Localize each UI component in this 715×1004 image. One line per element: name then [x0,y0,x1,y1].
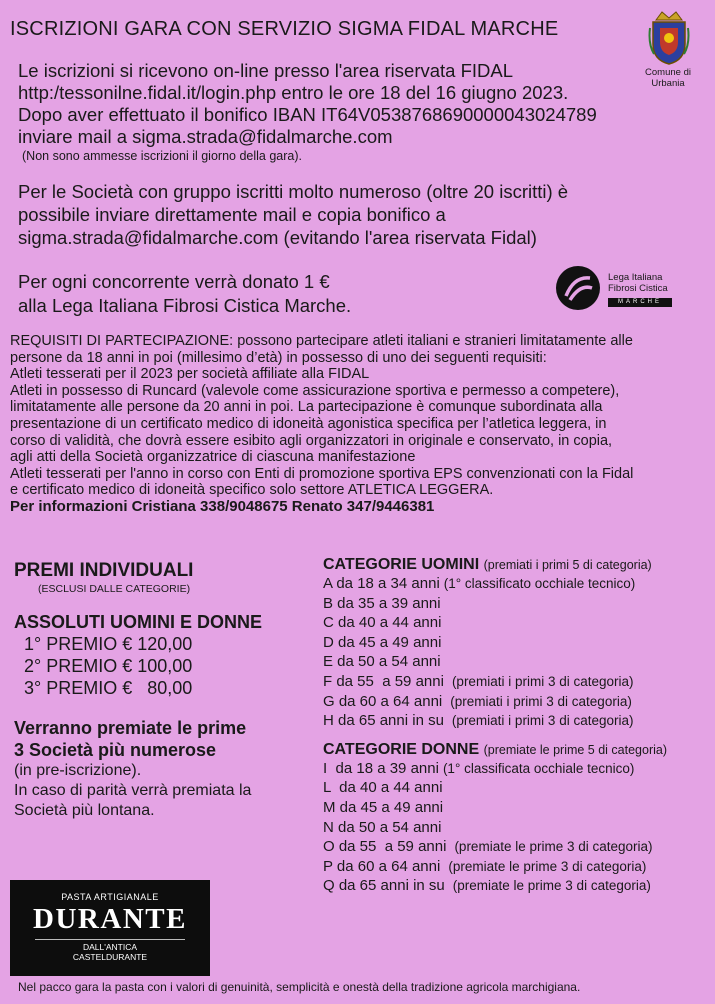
registration-info [18,60,597,164]
lega-region-bar: MARCHE [608,298,672,307]
category-row [323,633,715,653]
text-line: Per le Società con gruppo iscritti molto numeroso (oltre 20 iscritti) è [18,181,569,202]
lega-line: Fibrosi Cistica [608,283,668,294]
category-row [323,574,715,594]
category-note: (premiati i primi 3 di categoria) [450,693,632,709]
prizes-section [14,560,314,821]
category-label: I da 18 a 39 anni [323,759,439,777]
durante-logo [10,880,210,976]
req-line: presentazione di un certificato medico di idoneità agonistica specifica per l’atletica leggera, in [10,415,607,432]
category-row [323,672,715,692]
category-row [323,837,715,857]
men-categories-list [323,574,715,731]
coat-of-arms-icon [648,8,690,66]
category-label: D da 45 a 49 anni [323,633,442,651]
category-label: G da 60 a 64 anni [323,692,443,710]
req-line: e certificato medico di idoneità specifico solo settore ATLETICA LEGGERA. [10,482,494,499]
team-prize-title [14,717,314,761]
registration-note: (Non sono ammesse iscrizioni il giorno della gara). [22,149,302,163]
lega-fibrosi-logo [556,266,676,314]
text-line: Per ogni concorrente verrà donato 1 € [18,271,330,292]
text-line: In caso di parità verrà premiata la [14,782,252,799]
requirements-section [10,333,710,516]
text-line: possibile inviare direttamente mail e copia bonifico a [18,204,446,225]
req-line: persone da 18 anni in poi (millesimo d’età) in possesso di uno dei seguenti requisiti: [10,349,547,366]
women-categories-title [323,741,715,759]
text-line: sigma.strada@fidalmarche.com (evitando l'area riservata Fidal) [18,227,537,248]
crest-label: Comune di Urbania [645,67,691,89]
comune-crest [640,8,698,89]
women-categories-list [323,759,715,896]
text-line: Dopo aver effettuato il bonifico IBAN IT64V0538768690000043024789 [18,104,597,125]
category-label: E da 50 a 54 anni [323,653,441,671]
durante-brand: DURANTE [33,903,187,935]
prize-row: 2° PREMIO € 100,00 [24,656,193,676]
category-note: (premiati i primi 3 di categoria) [451,713,634,729]
category-note: (premiati i primi 3 di categoria) [451,673,634,689]
category-label: A da 18 a 34 anni [323,575,440,592]
category-label: P da 60 a 64 anni [323,857,441,875]
text-line: (in pre-iscrizione). [14,762,142,779]
category-label: N da 50 a 54 anni [323,818,442,836]
men-title: CATEGORIE UOMINI [323,556,480,573]
category-label: L da 40 a 44 anni [323,779,443,797]
category-row [323,711,715,731]
women-title-note: (premiate le prime 5 di categoria) [483,742,668,757]
category-row [323,778,715,798]
men-title-note: (premiati i primi 5 di categoria) [483,558,652,572]
category-note: (premiate le prime 3 di categoria) [452,878,651,894]
category-note: (premiate le prime 3 di categoria) [448,858,647,874]
divider [35,939,185,940]
durante-line: CASTELDURANTE [72,952,148,962]
text-line: Verranno premiate le prime [14,718,247,738]
group-registration-info [18,180,568,249]
req-line: limitatamente alle persone da 20 anni in poi. La partecipazione è comunque subordinata alla [10,399,603,416]
req-line: Atleti in possesso di Runcard (valevole come assicurazione sportiva e permesso a competere), [10,382,620,399]
category-label: O da 55 a 59 anni [323,838,447,856]
text-line: http:/tessonilne.fidal.it/login.php entro le ore 18 del 16 giugno 2023. [18,82,569,103]
page-title: ISCRIZIONI GARA CON SERVIZIO SIGMA FIDAL MARCHE [10,18,559,40]
team-prize-note [14,761,314,821]
absolute-title: ASSOLUTI UOMINI E DONNE [14,612,263,632]
category-row [323,798,715,818]
category-row [323,818,715,838]
prize-row: 3° PREMIO € 80,00 [24,678,193,698]
category-label: Q da 65 anni in su [323,877,445,895]
category-label: C da 40 a 44 anni [323,614,442,632]
category-row [323,652,715,672]
category-note: (premiate le prime 3 di categoria) [454,839,653,855]
prizes-subtitle: (ESCLUSI DALLE CATEGORIE) [38,583,191,595]
category-label: B da 35 a 39 anni [323,594,441,612]
prizes-title: PREMI INDIVIDUALI [14,560,194,581]
footer-note: Nel pacco gara la pasta con i valori di genuinità, semplicità e onestà della tradizione agricola marchigiana. [18,980,581,994]
lega-logo-text [608,272,688,294]
category-row [323,759,715,779]
req-line: Atleti tesserati per il 2023 per società affiliate alla FIDAL [10,366,370,383]
category-row [323,692,715,712]
women-title: CATEGORIE DONNE [323,740,480,758]
category-row [323,876,715,896]
category-row [323,613,715,633]
text-line: Società più lontana. [14,802,155,819]
men-categories-title [323,556,715,574]
text-line: Le iscrizioni si ricevono on-line presso l'area riservata FIDAL [18,60,514,81]
lega-logo-icon [556,266,600,310]
durante-line: DALL'ANTICA [82,942,138,952]
prize-row: 1° PREMIO € 120,00 [24,634,193,654]
text-line: 3 Società più numerose [14,740,217,760]
categories-section [323,556,715,896]
contact-info: Per informazioni Cristiana 338/9048675 Renato 347/9446381 [10,497,435,515]
req-line: REQUISITI DI PARTECIPAZIONE: possono partecipare atleti italiani e stranieri limitatamente alle [10,333,633,349]
donation-info [18,270,351,318]
durante-line: PASTA ARTIGIANALE [61,892,159,902]
text-line: inviare mail a sigma.strada@fidalmarche.com [18,126,393,147]
req-line: Atleti tesserati per l'anno in corso con Enti di promozione sportiva EPS convenzionati con la Fidal [10,465,634,482]
req-line: agli atti della Società organizzatrice di ciascuna manifestazione [10,449,416,466]
category-label: M da 45 a 49 anni [323,798,444,816]
category-note: (1° classificato occhiale tecnico) [443,576,636,591]
category-label: H da 65 anni in su [323,712,444,730]
req-line: corso di validità, che dovrà essere esibito agli organizzatori in originale e conservato, in copia, [10,432,613,449]
text-line: alla Lega Italiana Fibrosi Cistica Marche. [18,295,352,316]
lega-line: Lega Italiana [608,272,663,283]
category-row [323,857,715,877]
category-row [323,594,715,614]
category-label: F da 55 a 59 anni [323,672,444,690]
category-note: (1° classificata occhiale tecnico) [442,760,635,776]
